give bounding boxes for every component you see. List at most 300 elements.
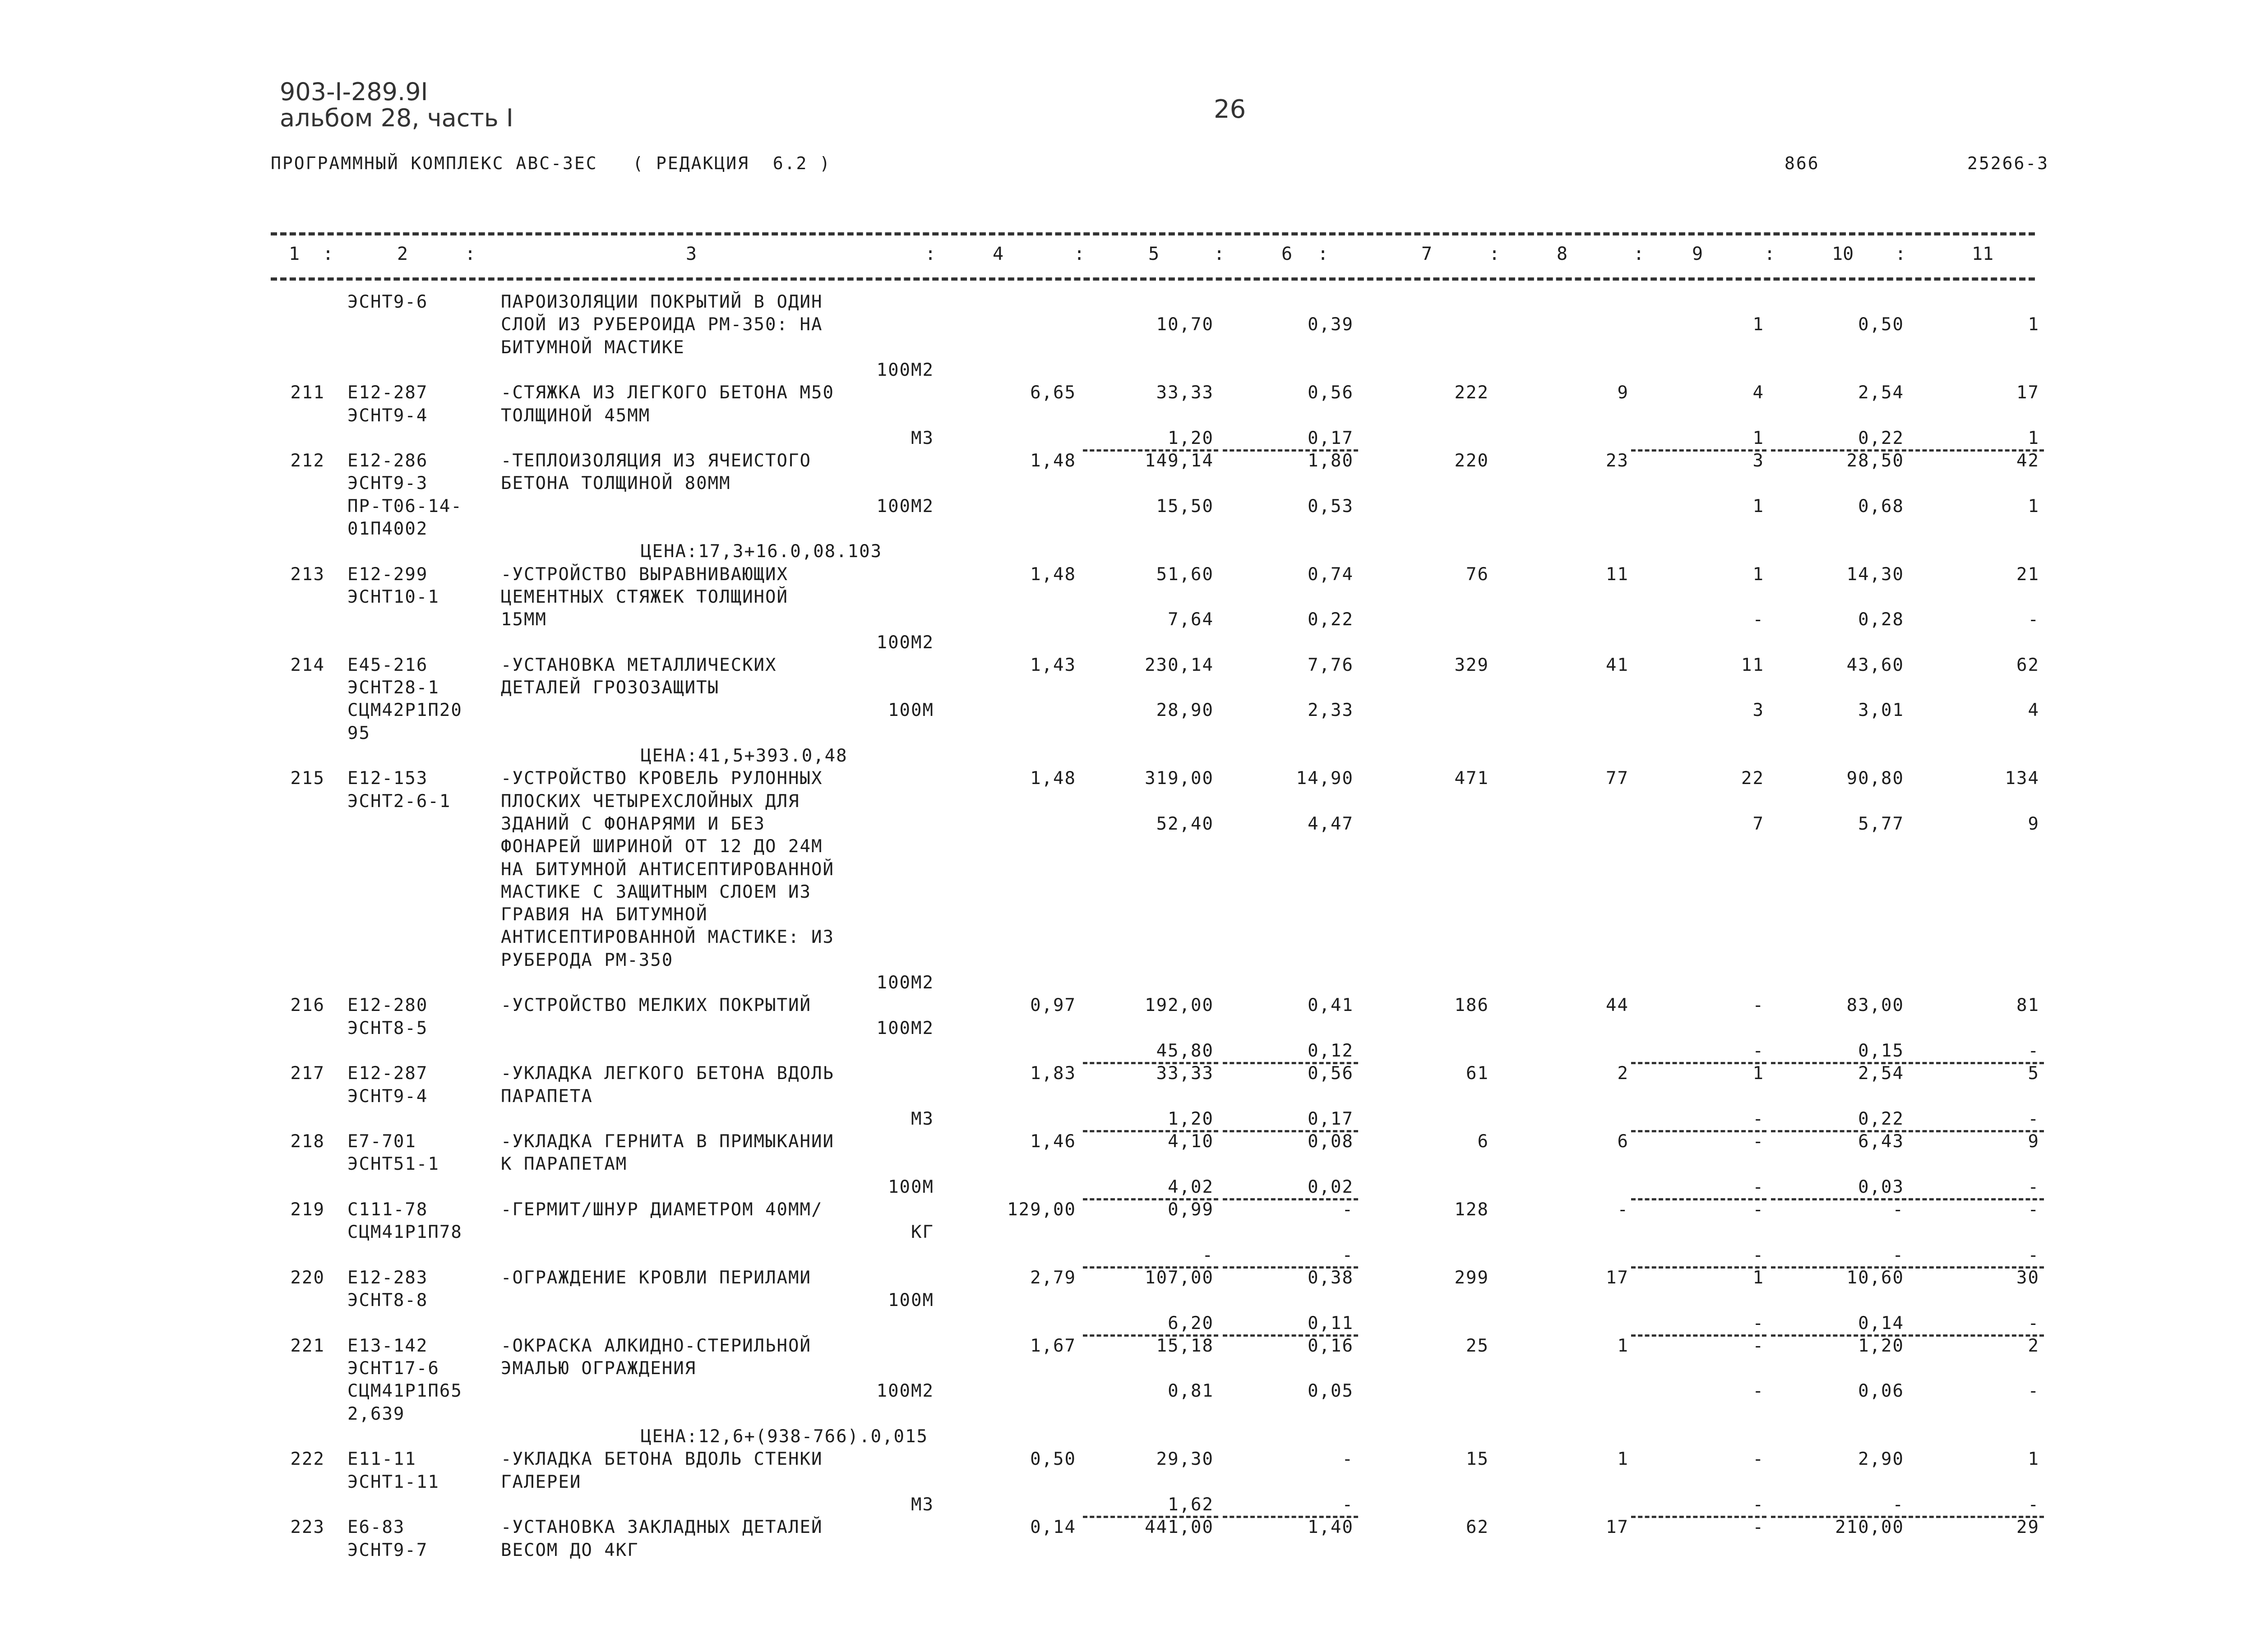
cell-c7: 299 bbox=[1454, 1267, 1489, 1288]
cell-c1: 222 bbox=[290, 1449, 325, 1470]
cell-unit: 100М bbox=[888, 700, 934, 721]
cell-c10: 0,50 bbox=[1858, 314, 1904, 335]
cell-c10: - bbox=[1892, 1200, 1904, 1220]
cell-c3: -УКЛАДКА БЕТОНА ВДОЛЬ СТЕНКИ bbox=[501, 1449, 823, 1470]
cell-c7: 329 bbox=[1454, 655, 1489, 675]
cell-c5: 15,50 bbox=[1156, 496, 1214, 517]
column-header-7: 7 bbox=[1421, 244, 1433, 264]
cell-c2: ЭСНТ17-6 bbox=[347, 1358, 439, 1379]
cell-c10: 0,14 bbox=[1858, 1313, 1904, 1334]
cell-unit: 100М2 bbox=[876, 496, 934, 517]
cell-c8: 23 bbox=[1606, 451, 1629, 471]
cell-c11: 1 bbox=[2028, 1449, 2039, 1470]
cell-c11: 9 bbox=[2028, 813, 2039, 834]
cell-c10: 2,54 bbox=[1858, 1063, 1904, 1084]
cell-c6: 0,56 bbox=[1308, 1063, 1354, 1084]
cell-c3: ЭМАЛЬЮ ОГРАЖДЕНИЯ bbox=[501, 1358, 697, 1379]
cell-unit: 100М2 bbox=[876, 1018, 934, 1038]
column-separator: : bbox=[1074, 244, 1085, 264]
cell-c4: 1,43 bbox=[1030, 655, 1076, 675]
cell-c6: 7,76 bbox=[1308, 655, 1354, 675]
cell-c6: - bbox=[1342, 1200, 1354, 1220]
subtotal-divider bbox=[1909, 1334, 2044, 1337]
cell-c9: 1 bbox=[1752, 428, 1764, 448]
cell-c5: 6,20 bbox=[1168, 1313, 1214, 1334]
subtotal-divider bbox=[1771, 1198, 1906, 1200]
table-top-rule bbox=[271, 232, 2035, 235]
cell-c6: 1,80 bbox=[1308, 451, 1354, 471]
cell-unit: М3 bbox=[911, 1108, 934, 1129]
cell-c9: - bbox=[1752, 1108, 1764, 1129]
cell-c11: 17 bbox=[2016, 383, 2039, 403]
cell-c11: 4 bbox=[2028, 700, 2039, 721]
subtotal-divider bbox=[1909, 1062, 2044, 1064]
cell-c2: ЭСНТ51-1 bbox=[347, 1154, 439, 1175]
sheet-code: 25266-3 bbox=[1967, 153, 2049, 173]
cell-c11: - bbox=[2028, 1381, 2039, 1402]
cell-c10: 0,22 bbox=[1858, 428, 1904, 448]
cell-c3: 15ММ bbox=[501, 609, 547, 630]
cell-c2: Е12-286 bbox=[347, 451, 428, 471]
cell-c2: Е7-701 bbox=[347, 1131, 416, 1152]
cell-c11: - bbox=[2028, 1313, 2039, 1334]
cell-c3: ГАЛЕРЕИ bbox=[501, 1472, 582, 1492]
cell-unit: КГ bbox=[911, 1222, 934, 1243]
cell-c11: - bbox=[2028, 609, 2039, 630]
cell-c8: 2 bbox=[1617, 1063, 1629, 1084]
cell-c6: 0,17 bbox=[1308, 428, 1354, 448]
cell-c2: Е12-299 bbox=[347, 564, 428, 585]
cell-c6: 4,47 bbox=[1308, 813, 1354, 834]
cell-c7: 15 bbox=[1466, 1449, 1489, 1470]
column-header-2: 2 bbox=[397, 244, 408, 264]
cell-c3: -ОГРАЖДЕНИЕ КРОВЛИ ПЕРИЛАМИ bbox=[501, 1267, 811, 1288]
cell-c7: 25 bbox=[1466, 1335, 1489, 1356]
cell-c4: 0,50 bbox=[1030, 1449, 1076, 1470]
cell-c3: -УСТРОЙСТВО ВЫРАВНИВАЮЩИХ bbox=[501, 564, 788, 585]
cell-c11: 5 bbox=[2028, 1063, 2039, 1084]
cell-c9: 3 bbox=[1752, 700, 1764, 721]
cell-c6: 0,02 bbox=[1308, 1177, 1354, 1197]
cell-c3: МАСТИКЕ С ЗАЩИТНЫМ СЛОЕМ ИЗ bbox=[501, 881, 811, 902]
cell-c1: 217 bbox=[290, 1063, 325, 1084]
cell-c1: 214 bbox=[290, 655, 325, 675]
cell-c11: 1 bbox=[2028, 428, 2039, 448]
cell-c5: 107,00 bbox=[1145, 1267, 1214, 1288]
cell-c4: 0,97 bbox=[1030, 995, 1076, 1016]
cell-c2: Е12-280 bbox=[347, 995, 428, 1016]
cell-c3: ДЕТАЛЕЙ ГРОЗОЗАЩИТЫ bbox=[501, 678, 720, 698]
cell-c3: ВЕСОМ ДО 4КГ bbox=[501, 1540, 639, 1560]
cell-c2: Е11-11 bbox=[347, 1449, 416, 1470]
cell-c2: 2,639 bbox=[347, 1403, 405, 1424]
column-separator: : bbox=[1895, 244, 1906, 264]
cell-c3: ТОЛЩИНОЙ 45ММ bbox=[501, 405, 651, 426]
cell-note: ЦЕНА:17,3+16.0,08.103 bbox=[641, 541, 883, 562]
cell-c4: 1,48 bbox=[1030, 564, 1076, 585]
column-header-3: 3 bbox=[686, 244, 697, 264]
cell-c10: 0,06 bbox=[1858, 1381, 1904, 1402]
program-title: ПРОГРАММНЫЙ КОМПЛЕКС АВС-3ЕС ( РЕДАКЦИЯ 6.2 ) bbox=[271, 153, 832, 173]
cell-c7: 76 bbox=[1466, 564, 1489, 585]
cell-c2: ЭСНТ2-6-1 bbox=[347, 791, 451, 812]
cell-c2: ЭСНТ8-8 bbox=[347, 1290, 428, 1311]
cell-c4: 2,79 bbox=[1030, 1267, 1076, 1288]
cell-c6: 0,12 bbox=[1308, 1040, 1354, 1061]
cell-c2: 95 bbox=[347, 723, 370, 743]
cell-c11: 2 bbox=[2028, 1335, 2039, 1356]
cell-c7: 186 bbox=[1454, 995, 1489, 1016]
cell-c9: - bbox=[1752, 1040, 1764, 1061]
column-header-11: 11 bbox=[1972, 244, 1994, 264]
cell-c9: 7 bbox=[1752, 813, 1764, 834]
cell-c3: ГРАВИЯ НА БИТУМНОЙ bbox=[501, 904, 708, 925]
subtotal-divider bbox=[1631, 1516, 1766, 1518]
column-separator: : bbox=[465, 244, 476, 264]
cell-c2: ЭСНТ10-1 bbox=[347, 586, 439, 607]
cell-c1: 212 bbox=[290, 451, 325, 471]
cell-c8: 44 bbox=[1606, 995, 1629, 1016]
cell-c10: 14,30 bbox=[1846, 564, 1904, 585]
column-header-9: 9 bbox=[1692, 244, 1703, 264]
column-separator: : bbox=[1214, 244, 1225, 264]
cell-c3: -УКЛАДКА ЛЕГКОГО БЕТОНА ВДОЛЬ bbox=[501, 1063, 834, 1084]
subtotal-divider bbox=[1223, 1198, 1358, 1200]
cell-c9: - bbox=[1752, 995, 1764, 1016]
cell-c2: ЭСНТ28-1 bbox=[347, 678, 439, 698]
cell-c10: 3,01 bbox=[1858, 700, 1904, 721]
cell-c6: - bbox=[1342, 1449, 1354, 1470]
cell-c3: ЦЕМЕНТНЫХ СТЯЖЕК ТОЛЩИНОЙ bbox=[501, 586, 788, 607]
cell-c5: 33,33 bbox=[1156, 1063, 1214, 1084]
cell-c6: 0,08 bbox=[1308, 1131, 1354, 1152]
cell-c5: 4,02 bbox=[1168, 1177, 1214, 1197]
cell-c2: Е6-83 bbox=[347, 1517, 405, 1538]
cell-c6: 0,56 bbox=[1308, 383, 1354, 403]
cell-c3: АНТИСЕПТИРОВАННОЙ МАСТИКЕ: ИЗ bbox=[501, 927, 834, 948]
cell-c10: 43,60 bbox=[1846, 655, 1904, 675]
cell-c10: 83,00 bbox=[1846, 995, 1904, 1016]
cell-c10: 2,90 bbox=[1858, 1449, 1904, 1470]
cell-c9: 1 bbox=[1752, 1063, 1764, 1084]
cell-c2: Е12-283 bbox=[347, 1267, 428, 1288]
cell-c9: 1 bbox=[1752, 314, 1764, 335]
cell-c8: - bbox=[1617, 1200, 1629, 1220]
cell-c6: 0,74 bbox=[1308, 564, 1354, 585]
cell-c3: -УСТРОЙСТВО КРОВЕЛЬ РУЛОННЫХ bbox=[501, 768, 823, 789]
cell-c3: ПАРАПЕТА bbox=[501, 1086, 593, 1107]
cell-c9: 1 bbox=[1752, 564, 1764, 585]
cell-c9: - bbox=[1752, 1131, 1764, 1152]
cell-c8: 1 bbox=[1617, 1449, 1629, 1470]
document-stamp bbox=[280, 79, 513, 131]
cell-c11: 81 bbox=[2016, 995, 2039, 1016]
cell-c11: 134 bbox=[2005, 768, 2039, 789]
cell-c7: 62 bbox=[1466, 1517, 1489, 1538]
cell-c2: ЭСНТ9-3 bbox=[347, 473, 428, 494]
cell-c10: 210,00 bbox=[1835, 1517, 1904, 1538]
column-separator: : bbox=[925, 244, 936, 264]
cell-c5: 319,00 bbox=[1145, 768, 1214, 789]
cell-c9: - bbox=[1752, 1517, 1764, 1538]
cell-c3: -СТЯЖКА ИЗ ЛЕГКОГО БЕТОНА М50 bbox=[501, 383, 834, 403]
cell-unit: 100М2 bbox=[876, 1381, 934, 1402]
cell-c8: 6 bbox=[1617, 1131, 1629, 1152]
cell-c5: 51,60 bbox=[1156, 564, 1214, 585]
column-separator: : bbox=[1489, 244, 1500, 264]
cell-c3: БИТУМНОЙ МАСТИКЕ bbox=[501, 337, 685, 358]
cell-c2: Е45-216 bbox=[347, 655, 428, 675]
cell-c7: 222 bbox=[1454, 383, 1489, 403]
cell-c1: 220 bbox=[290, 1267, 325, 1288]
cell-c8: 9 bbox=[1617, 383, 1629, 403]
cell-c9: 3 bbox=[1752, 451, 1764, 471]
cell-c3: ПАРОИЗОЛЯЦИИ ПОКРЫТИЙ В ОДИН bbox=[501, 292, 823, 312]
cell-unit: 100М2 bbox=[876, 973, 934, 993]
cell-c3: НА БИТУМНОЙ АНТИСЕПТИРОВАННОЙ bbox=[501, 859, 834, 880]
cell-c1: 215 bbox=[290, 768, 325, 789]
cell-c5: 10,70 bbox=[1156, 314, 1214, 335]
cell-c11: 21 bbox=[2016, 564, 2039, 585]
cell-c6: 0,53 bbox=[1308, 496, 1354, 517]
cell-c9: 11 bbox=[1741, 655, 1764, 675]
cell-c5: 149,14 bbox=[1145, 451, 1214, 471]
cell-c8: 11 bbox=[1606, 564, 1629, 585]
cell-c2: 01П4002 bbox=[347, 519, 428, 539]
cell-c9: - bbox=[1752, 1494, 1764, 1515]
cell-c5: 4,10 bbox=[1168, 1131, 1214, 1152]
cell-c2: ПР-Т06-14- bbox=[347, 496, 462, 517]
cell-c9: 4 bbox=[1752, 383, 1764, 403]
cell-c2: Е12-153 bbox=[347, 768, 428, 789]
cell-c6: 0,16 bbox=[1308, 1335, 1354, 1356]
cell-c9: - bbox=[1752, 1177, 1764, 1197]
cell-c5: 0,99 bbox=[1168, 1200, 1214, 1220]
cell-c11: - bbox=[2028, 1040, 2039, 1061]
cell-c11: 29 bbox=[2016, 1517, 2039, 1538]
cell-c2: ЭСНТ9-6 bbox=[347, 292, 428, 312]
cell-c11: - bbox=[2028, 1245, 2039, 1265]
table-header-rule bbox=[271, 277, 2035, 281]
column-header-4: 4 bbox=[993, 244, 1004, 264]
cell-c1: 219 bbox=[290, 1200, 325, 1220]
cell-c10: - bbox=[1892, 1494, 1904, 1515]
cell-c2: ЭСНТ1-11 bbox=[347, 1472, 439, 1492]
cell-c10: 5,77 bbox=[1858, 813, 1904, 834]
cell-c6: 0,22 bbox=[1308, 609, 1354, 630]
cell-c6: 0,39 bbox=[1308, 314, 1354, 335]
cell-c10: 6,43 bbox=[1858, 1131, 1904, 1152]
cell-c3: -УСТАНОВКА МЕТАЛЛИЧЕСКИХ bbox=[501, 655, 777, 675]
cell-c9: - bbox=[1752, 1335, 1764, 1356]
cell-c6: 0,17 bbox=[1308, 1108, 1354, 1129]
column-separator: : bbox=[1633, 244, 1645, 264]
subtotal-divider bbox=[1909, 1130, 2044, 1132]
cell-c5: 0,81 bbox=[1168, 1381, 1214, 1402]
cell-c2: Е12-287 bbox=[347, 383, 428, 403]
cell-c5: 192,00 bbox=[1145, 995, 1214, 1016]
cell-c8: 17 bbox=[1606, 1517, 1629, 1538]
cell-c11: - bbox=[2028, 1177, 2039, 1197]
cell-unit: 100М2 bbox=[876, 632, 934, 653]
cell-c8: 41 bbox=[1606, 655, 1629, 675]
cell-c5: 441,00 bbox=[1145, 1517, 1214, 1538]
cell-c6: 14,90 bbox=[1296, 768, 1354, 789]
cell-c3: ФОНАРЕЙ ШИРИНОЙ ОТ 12 ДО 24М bbox=[501, 836, 823, 857]
subtotal-divider bbox=[1631, 1266, 1766, 1269]
cell-c2: ЭСНТ9-7 bbox=[347, 1540, 428, 1560]
cell-c10: 1,20 bbox=[1858, 1335, 1904, 1356]
subtotal-divider bbox=[1631, 1198, 1766, 1200]
cell-unit: М3 bbox=[911, 1494, 934, 1515]
cell-c9: - bbox=[1752, 1245, 1764, 1265]
cell-c3: -ГЕРМИТ/ШНУР ДИАМЕТРОМ 40ММ/ bbox=[501, 1200, 823, 1220]
subtotal-divider bbox=[1631, 1334, 1766, 1337]
reference-number: 866 bbox=[1784, 153, 1820, 173]
cell-c2: ЭСНТ8-5 bbox=[347, 1018, 428, 1038]
cell-c6: - bbox=[1342, 1245, 1354, 1265]
cell-c10: 0,28 bbox=[1858, 609, 1904, 630]
cell-c10: 0,03 bbox=[1858, 1177, 1904, 1197]
cell-c9: - bbox=[1752, 1313, 1764, 1334]
column-separator: : bbox=[323, 244, 334, 264]
cell-c7: 61 bbox=[1466, 1063, 1489, 1084]
cell-c10: 0,15 bbox=[1858, 1040, 1904, 1061]
cell-c11: 9 bbox=[2028, 1131, 2039, 1152]
cell-c2: Е12-287 bbox=[347, 1063, 428, 1084]
cell-c11: 30 bbox=[2016, 1267, 2039, 1288]
cell-c9: 1 bbox=[1752, 496, 1764, 517]
column-header-10: 10 bbox=[1832, 244, 1854, 264]
cell-c5: 1,20 bbox=[1168, 428, 1214, 448]
cell-c2: ЭСНТ9-4 bbox=[347, 1086, 428, 1107]
cell-c11: 1 bbox=[2028, 496, 2039, 517]
column-header-1: 1 bbox=[289, 244, 300, 264]
cell-c2: ЭСНТ9-4 bbox=[347, 405, 428, 426]
cell-c8: 1 bbox=[1617, 1335, 1629, 1356]
cell-c1: 223 bbox=[290, 1517, 325, 1538]
document-code: 903-I-289.9I bbox=[280, 78, 428, 106]
column-header-6: 6 bbox=[1281, 244, 1293, 264]
cell-c10: 0,68 bbox=[1858, 496, 1904, 517]
cell-c10: 10,60 bbox=[1846, 1267, 1904, 1288]
cell-unit: 100М bbox=[888, 1290, 934, 1311]
cell-c10: - bbox=[1892, 1245, 1904, 1265]
cell-c9: - bbox=[1752, 609, 1764, 630]
column-header-8: 8 bbox=[1557, 244, 1568, 264]
cell-note: ЦЕНА:12,6+(938-766).0,015 bbox=[641, 1426, 928, 1447]
cell-c9: - bbox=[1752, 1381, 1764, 1402]
cell-c6: 0,05 bbox=[1308, 1381, 1354, 1402]
cell-c3: ПЛОСКИХ ЧЕТЫРЕХСЛОЙНЫХ ДЛЯ bbox=[501, 791, 800, 812]
cell-c4: 1,48 bbox=[1030, 451, 1076, 471]
column-separator: : bbox=[1318, 244, 1329, 264]
cell-c9: - bbox=[1752, 1449, 1764, 1470]
cell-c5: 28,90 bbox=[1156, 700, 1214, 721]
cell-c7: 220 bbox=[1454, 451, 1489, 471]
subtotal-divider bbox=[1631, 1062, 1766, 1064]
cell-c5: 1,62 bbox=[1168, 1494, 1214, 1515]
cell-c1: 213 bbox=[290, 564, 325, 585]
cell-c1: 221 bbox=[290, 1335, 325, 1356]
cell-c9: 22 bbox=[1741, 768, 1764, 789]
cell-unit: М3 bbox=[911, 428, 934, 448]
cell-c10: 90,80 bbox=[1846, 768, 1904, 789]
cell-note: ЦЕНА:41,5+393.0,48 bbox=[641, 746, 848, 766]
cell-c4: 0,14 bbox=[1030, 1517, 1076, 1538]
page-number: 26 bbox=[1214, 95, 1246, 124]
cell-c5: - bbox=[1202, 1245, 1214, 1265]
cell-c2: Е13-142 bbox=[347, 1335, 428, 1356]
cell-c4: 6,65 bbox=[1030, 383, 1076, 403]
column-separator: : bbox=[1764, 244, 1775, 264]
cell-c3: -УСТАНОВКА ЗАКЛАДНЫХ ДЕТАЛЕЙ bbox=[501, 1517, 823, 1538]
cell-c2: СЦМ42Р1П20 bbox=[347, 700, 462, 721]
cell-c9: 1 bbox=[1752, 1267, 1764, 1288]
cell-c3: -ОКРАСКА АЛКИДНО-СТЕРИЛЬНОЙ bbox=[501, 1335, 811, 1356]
cell-c1: 216 bbox=[290, 995, 325, 1016]
cell-c11: - bbox=[2028, 1494, 2039, 1515]
cell-c2: С111-78 bbox=[347, 1200, 428, 1220]
cell-unit: 100М bbox=[888, 1177, 934, 1197]
column-header-5: 5 bbox=[1148, 244, 1160, 264]
cell-c3: БЕТОНА ТОЛЩИНОЙ 80ММ bbox=[501, 473, 731, 494]
cell-c9: - bbox=[1752, 1200, 1764, 1220]
cell-c5: 7,64 bbox=[1168, 609, 1214, 630]
cell-c7: 128 bbox=[1454, 1200, 1489, 1220]
cell-c2: СЦМ41Р1П78 bbox=[347, 1222, 462, 1243]
cell-c5: 29,30 bbox=[1156, 1449, 1214, 1470]
cell-c3: -ТЕПЛОИЗОЛЯЦИЯ ИЗ ЯЧЕИСТОГО bbox=[501, 451, 811, 471]
cell-c5: 45,80 bbox=[1156, 1040, 1214, 1061]
cell-c1: 211 bbox=[290, 383, 325, 403]
cell-c10: 28,50 bbox=[1846, 451, 1904, 471]
cell-c6: 2,33 bbox=[1308, 700, 1354, 721]
cell-c10: 2,54 bbox=[1858, 383, 1904, 403]
cell-c5: 1,20 bbox=[1168, 1108, 1214, 1129]
cell-c6: 0,41 bbox=[1308, 995, 1354, 1016]
cell-c3: -УСТРОЙСТВО МЕЛКИХ ПОКРЫТИЙ bbox=[501, 995, 811, 1016]
cell-c1: 218 bbox=[290, 1131, 325, 1152]
cell-c11: - bbox=[2028, 1200, 2039, 1220]
cell-c2: СЦМ41Р1П65 bbox=[347, 1381, 462, 1402]
cell-c3: -УКЛАДКА ГЕРНИТА В ПРИМЫКАНИИ bbox=[501, 1131, 834, 1152]
cell-c7: 471 bbox=[1454, 768, 1489, 789]
cell-c3: СЛОЙ ИЗ РУБЕРОИДА РМ-350: НА bbox=[501, 314, 823, 335]
cell-c6: - bbox=[1342, 1494, 1354, 1515]
cell-c5: 52,40 bbox=[1156, 813, 1214, 834]
cell-c11: 1 bbox=[2028, 314, 2039, 335]
cell-c6: 1,40 bbox=[1308, 1517, 1354, 1538]
cell-c4: 1,83 bbox=[1030, 1063, 1076, 1084]
subtotal-divider bbox=[1909, 1198, 2044, 1200]
cell-c8: 77 bbox=[1606, 768, 1629, 789]
cell-c11: - bbox=[2028, 1108, 2039, 1129]
album-label: альбом 28, часть I bbox=[280, 104, 513, 132]
cell-c11: 42 bbox=[2016, 451, 2039, 471]
cell-c6: 0,38 bbox=[1308, 1267, 1354, 1288]
cell-c6: 0,11 bbox=[1308, 1313, 1354, 1334]
cell-c3: К ПАРАПЕТАМ bbox=[501, 1154, 628, 1175]
cell-c3: ЗДАНИЙ С ФОНАРЯМИ И БЕЗ bbox=[501, 813, 766, 834]
cell-unit: 100М2 bbox=[876, 360, 934, 380]
cell-c11: 62 bbox=[2016, 655, 2039, 675]
cell-c4: 1,48 bbox=[1030, 768, 1076, 789]
subtotal-divider bbox=[1631, 449, 1766, 452]
cell-c5: 15,18 bbox=[1156, 1335, 1214, 1356]
cell-c4: 129,00 bbox=[1007, 1200, 1076, 1220]
cell-c5: 230,14 bbox=[1145, 655, 1214, 675]
